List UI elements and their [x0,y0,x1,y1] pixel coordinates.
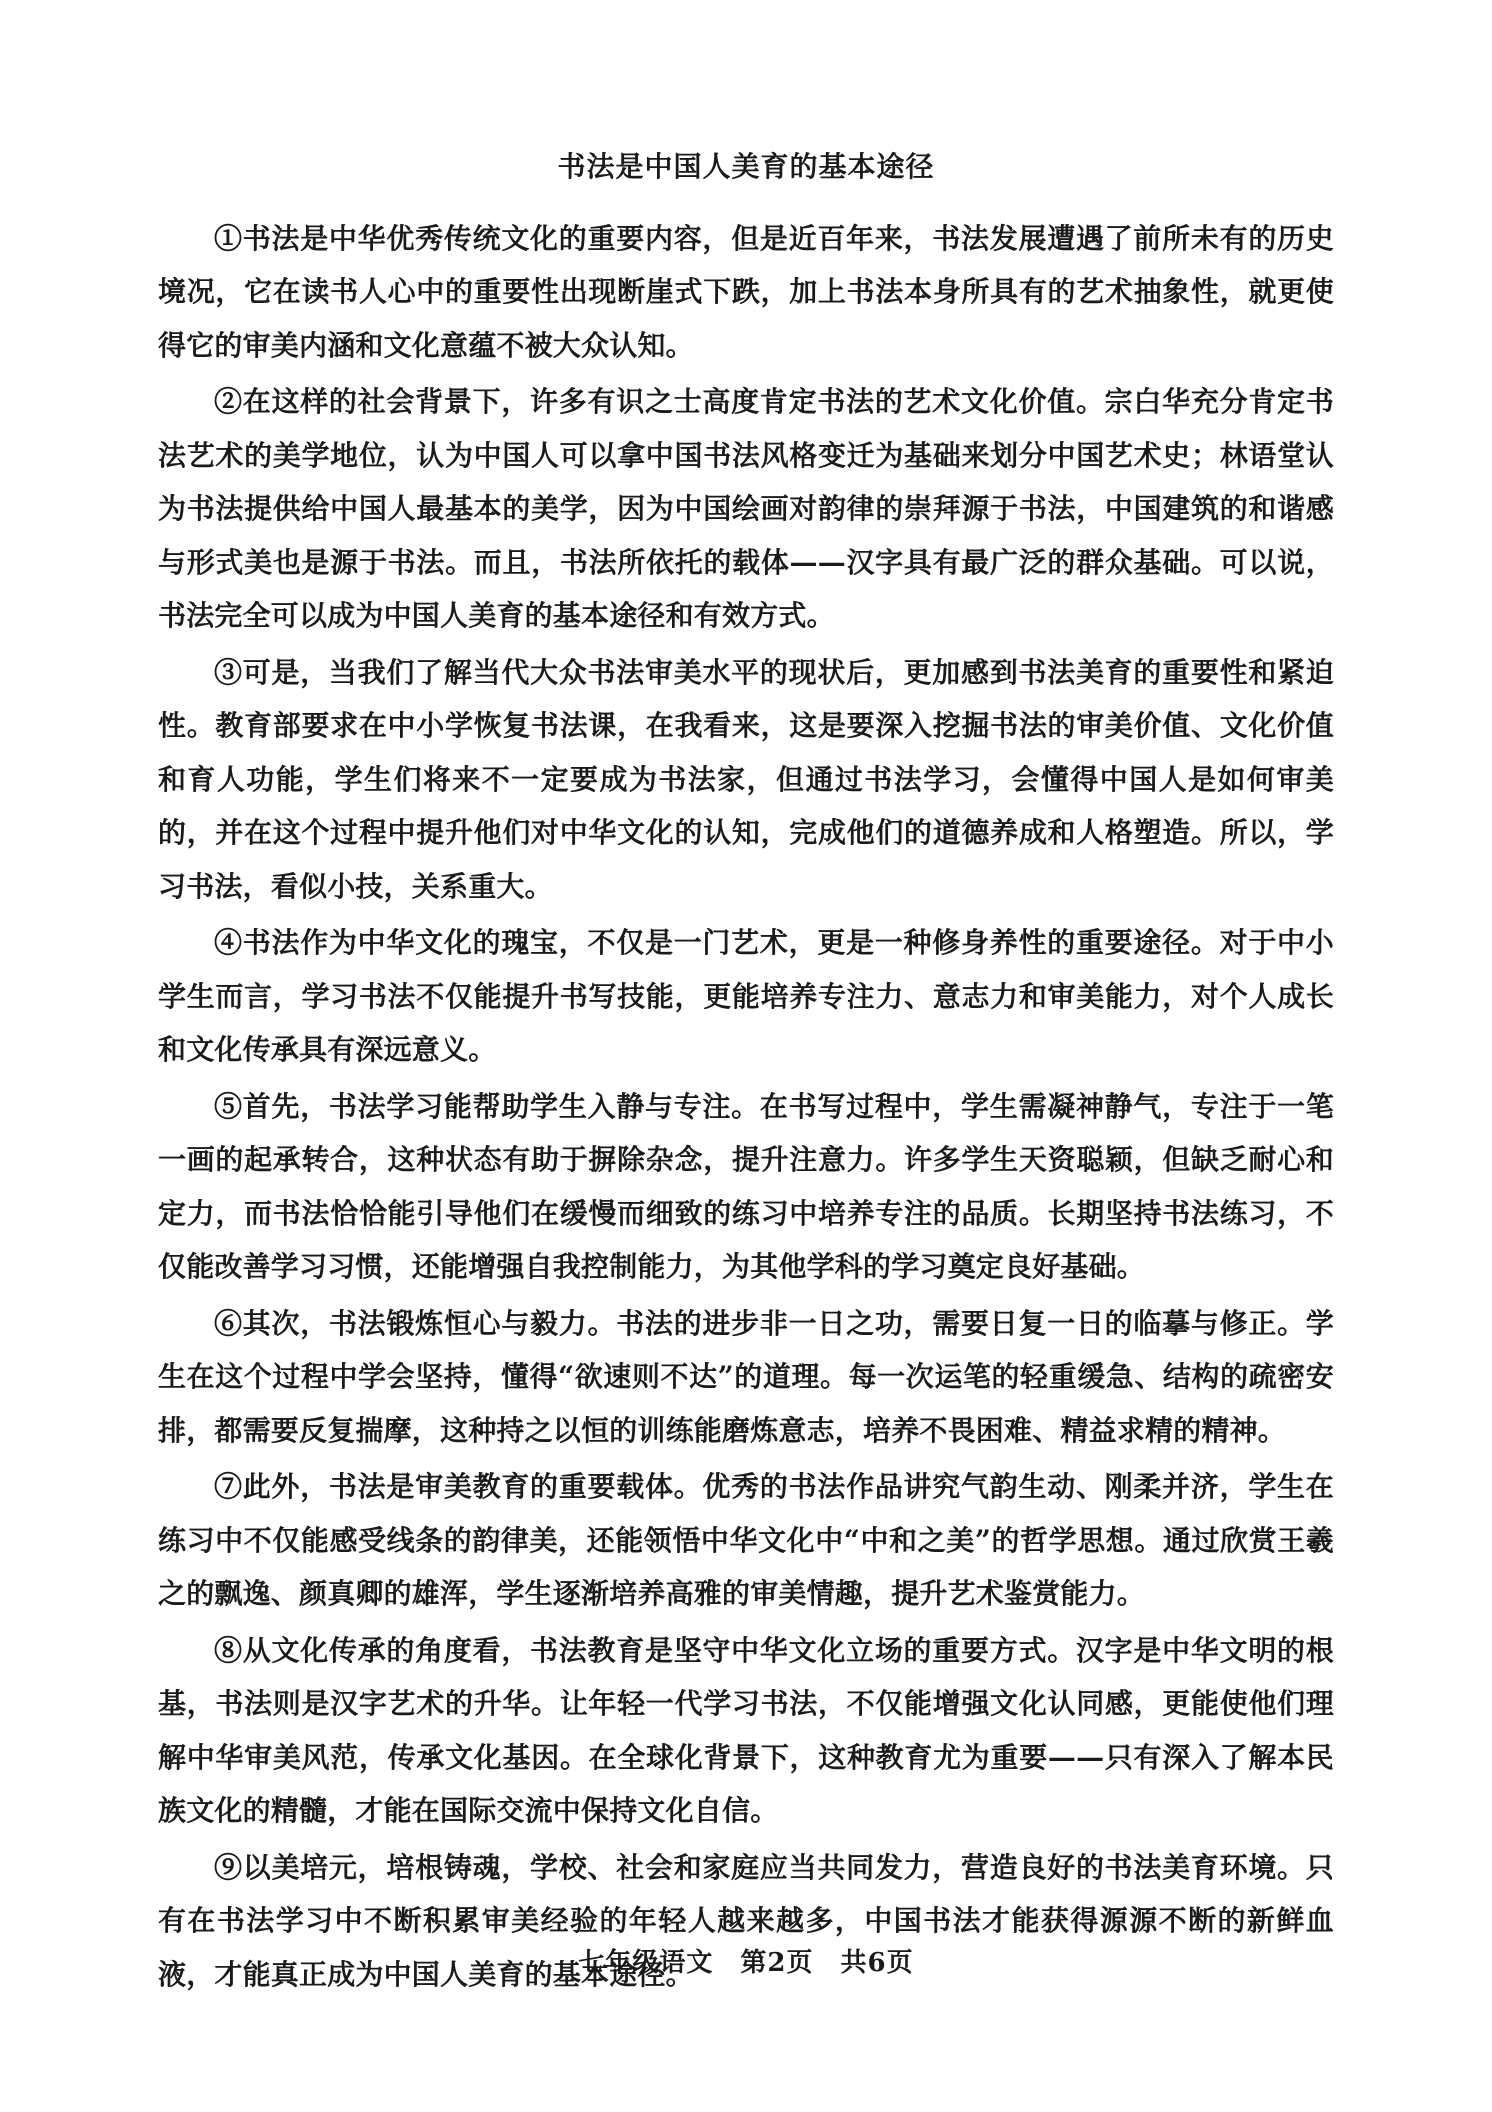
paragraph-2: ②在这样的社会背景下，许多有识之士高度肯定书法的艺术文化价值。宗白华充分肯定书法艺术的美学地位，认为中国人可以拿中国书法风格变迁为基础来划分中国艺术史；林语堂认为书法提供给中国人最基本的美学，因为中国绘画对韵律的崇拜源于书法，中国建筑的和谐感与形式美也是源于书法。而且，书法所依托的载体——汉字具有最广泛的群众基础。可以说，书法完全可以成为中国人美育的基本途径和有效方式。 [158,385,1334,633]
paragraph-4: ④书法作为中华文化的瑰宝，不仅是一门艺术，更是一种修身养性的重要途径。对于中小学生而言，学习书法不仅能提升书写技能，更能培养专注力、意志力和审美能力，对个人成长和文化传承具有深远意义。 [158,926,1334,1067]
paragraph-5: ⑤首先，书法学习能帮助学生入静与专注。在书写过程中，学生需凝神静气，专注于一笔一画的起承转合，这种状态有助于摒除杂念，提升注意力。许多学生天资聪颖，但缺乏耐心和定力，而书法恰恰能引导他们在缓慢而细致的练习中培养专注的品质。长期坚持书法练习，不仅能改善学习习惯，还能增强自我控制能力，为其他学科的学习奠定良好基础。 [158,1089,1334,1284]
paragraph-6: ⑥其次，书法锻炼恒心与毅力。书法的进步非一日之功，需要日复一日的临摹与修正。学生在这个过程中学会坚持，懂得“欲速则不达”的道理。每一次运笔的轻重缓急、结构的疏密安排，都需要反复揣摩，这种持之以恒的训练能磨炼意志，培养不畏困难、精益求精的精神。 [158,1306,1334,1447]
paragraph-8: ⑧从文化传承的角度看，书法教育是坚守中华文化立场的重要方式。汉字是中华文明的根基，书法则是汉字艺术的升华。让年轻一代学习书法，不仅能增强文化认同感，更能使他们理解中华审美风范，传承文化基因。在全球化背景下，这种教育尤为重要——只有深入了解本民族文化的精髓，才能在国际交流中保持文化自信。 [158,1633,1334,1828]
paragraph-1: ①书法是中华优秀传统文化的重要内容，但是近百年来，书法发展遭遇了前所未有的历史境况，它在读书人心中的重要性出现断崖式下跌，加上书法本身所具有的艺术抽象性，就更使得它的审美内涵和文化意蕴不被大众认知。 [158,221,1334,362]
article-title: 书法是中国人美育的基本途径 [557,150,935,183]
paragraph-3: ③可是，当我们了解当代大众书法审美水平的现状后，更加感到书法美育的重要性和紧迫性。教育部要求在中小学恢复书法课，在我看来，这是要深入挖掘书法的审美价值、文化价值和育人功能，学生们将来不一定要成为书法家，但通过书法学习，会懂得中国人是如何审美的，并在这个过程中提升他们对中华文化的认知，完成他们的道德养成和人格塑造。所以，学习书法，看似小技，关系重大。 [158,655,1334,903]
page-footer: 七年级语文 第2页 共6页 [578,1948,914,1978]
paragraph-7: ⑦此外，书法是审美教育的重要载体。优秀的书法作品讲究气韵生动、刚柔并济，学生在练习中不仅能感受线条的韵律美，还能领悟中华文化中“中和之美”的哲学思想。通过欣赏王羲之的飘逸、颜真卿的雄浑，学生逐渐培养高雅的审美情趣，提升艺术鉴赏能力。 [158,1470,1334,1611]
paragraph-9: ⑨以美培元，培根铸魂，学校、社会和家庭应当共同发力，营造良好的书法美育环境。只有在书法学习中不断积累审美经验的年轻人越来越多，中国书法才能获得源源不断的新鲜血液，才能真正成为中国人美育的基本途径。 [158,1850,1334,1991]
